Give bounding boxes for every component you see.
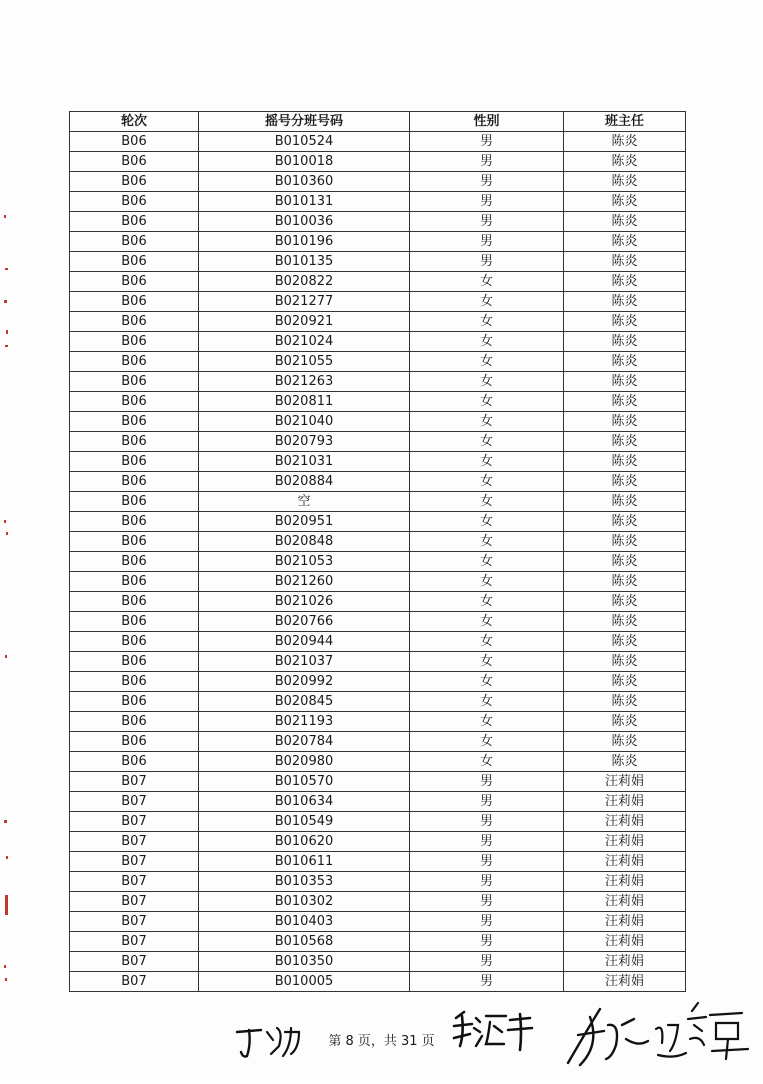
- table-row: [70, 532, 686, 552]
- cell-round: B06: [70, 692, 199, 712]
- cell-lottery-number: B021263: [199, 372, 410, 392]
- table-row: [70, 172, 686, 192]
- cell-round: B06: [70, 512, 199, 532]
- cell-lottery-number: B010549: [199, 812, 410, 832]
- table-body: [70, 132, 686, 992]
- cell-head-teacher: 陈炎: [564, 752, 686, 772]
- cell-lottery-number: B010353: [199, 872, 410, 892]
- cell-gender: 女: [410, 392, 564, 412]
- cell-round: B06: [70, 672, 199, 692]
- cell-round: B06: [70, 332, 199, 352]
- cell-head-teacher: 陈炎: [564, 372, 686, 392]
- cell-gender: 女: [410, 472, 564, 492]
- cell-round: B06: [70, 172, 199, 192]
- cell-gender: 女: [410, 592, 564, 612]
- cell-lottery-number: B010005: [199, 972, 410, 992]
- cell-round: B06: [70, 532, 199, 552]
- table-row: [70, 572, 686, 592]
- cell-head-teacher: 汪莉娟: [564, 912, 686, 932]
- cell-round: B06: [70, 212, 199, 232]
- table-row: [70, 392, 686, 412]
- table-row: [70, 472, 686, 492]
- cell-round: B07: [70, 932, 199, 952]
- cell-gender: 男: [410, 972, 564, 992]
- cell-gender: 女: [410, 432, 564, 452]
- table-row: [70, 832, 686, 852]
- cell-lottery-number: B020951: [199, 512, 410, 532]
- cell-round: B06: [70, 412, 199, 432]
- cell-lottery-number: B021024: [199, 332, 410, 352]
- cell-lottery-number: B021026: [199, 592, 410, 612]
- cell-gender: 女: [410, 712, 564, 732]
- cell-gender: 男: [410, 832, 564, 852]
- cell-head-teacher: 陈炎: [564, 432, 686, 452]
- cell-lottery-number: B010135: [199, 252, 410, 272]
- cell-gender: 男: [410, 252, 564, 272]
- cell-round: B06: [70, 432, 199, 452]
- cell-head-teacher: 陈炎: [564, 472, 686, 492]
- table-row: [70, 872, 686, 892]
- cell-head-teacher: 陈炎: [564, 132, 686, 152]
- table-row: [70, 672, 686, 692]
- cell-lottery-number: B010620: [199, 832, 410, 852]
- cell-head-teacher: 陈炎: [564, 452, 686, 472]
- cell-gender: 男: [410, 172, 564, 192]
- cell-head-teacher: 陈炎: [564, 652, 686, 672]
- cell-gender: 女: [410, 332, 564, 352]
- cell-lottery-number: B021031: [199, 452, 410, 472]
- cell-lottery-number: B021037: [199, 652, 410, 672]
- cell-gender: 男: [410, 192, 564, 212]
- cell-head-teacher: 陈炎: [564, 592, 686, 612]
- cell-round: B06: [70, 352, 199, 372]
- cell-round: B06: [70, 452, 199, 472]
- cell-gender: 男: [410, 912, 564, 932]
- table-row: [70, 252, 686, 272]
- cell-gender: 男: [410, 212, 564, 232]
- cell-head-teacher: 陈炎: [564, 212, 686, 232]
- table-row: [70, 272, 686, 292]
- cell-round: B06: [70, 372, 199, 392]
- cell-head-teacher: 陈炎: [564, 532, 686, 552]
- cell-head-teacher: 陈炎: [564, 512, 686, 532]
- cell-gender: 女: [410, 512, 564, 532]
- cell-round: B06: [70, 292, 199, 312]
- table-row: [70, 232, 686, 252]
- cell-lottery-number: B020766: [199, 612, 410, 632]
- cell-gender: 女: [410, 672, 564, 692]
- cell-gender: 男: [410, 892, 564, 912]
- cell-round: B06: [70, 232, 199, 252]
- cell-lottery-number: B010360: [199, 172, 410, 192]
- cell-gender: 女: [410, 352, 564, 372]
- table-row: [70, 292, 686, 312]
- cell-lottery-number: B020980: [199, 752, 410, 772]
- cell-lottery-number: B020848: [199, 532, 410, 552]
- cell-lottery-number: B021277: [199, 292, 410, 312]
- table-row: [70, 892, 686, 912]
- table-row: [70, 512, 686, 532]
- cell-head-teacher: 汪莉娟: [564, 852, 686, 872]
- cell-head-teacher: 陈炎: [564, 492, 686, 512]
- cell-round: B06: [70, 572, 199, 592]
- table-row: [70, 972, 686, 992]
- cell-round: B06: [70, 712, 199, 732]
- table-row: [70, 692, 686, 712]
- cell-head-teacher: 陈炎: [564, 552, 686, 572]
- cell-head-teacher: 陈炎: [564, 392, 686, 412]
- cell-round: B06: [70, 132, 199, 152]
- cell-lottery-number: 空: [199, 492, 410, 512]
- cell-head-teacher: 陈炎: [564, 632, 686, 652]
- cell-head-teacher: 汪莉娟: [564, 872, 686, 892]
- cell-round: B07: [70, 772, 199, 792]
- table-row: [70, 712, 686, 732]
- cell-head-teacher: 陈炎: [564, 232, 686, 252]
- cell-round: B06: [70, 312, 199, 332]
- header-gender: 性别: [410, 112, 564, 132]
- cell-lottery-number: B021053: [199, 552, 410, 572]
- cell-lottery-number: B021193: [199, 712, 410, 732]
- table-row: [70, 852, 686, 872]
- page-number: 第 8 页，共 31 页: [328, 1034, 435, 1049]
- cell-round: B07: [70, 972, 199, 992]
- header-head-teacher: 班主任: [564, 112, 686, 132]
- table-row: [70, 372, 686, 392]
- table-row: [70, 792, 686, 812]
- table-row: [70, 212, 686, 232]
- cell-head-teacher: 汪莉娟: [564, 812, 686, 832]
- cell-head-teacher: 陈炎: [564, 612, 686, 632]
- cell-gender: 男: [410, 132, 564, 152]
- table-header-row: [70, 112, 686, 132]
- cell-gender: 女: [410, 532, 564, 552]
- cell-head-teacher: 汪莉娟: [564, 832, 686, 852]
- cell-head-teacher: 陈炎: [564, 152, 686, 172]
- cell-round: B06: [70, 552, 199, 572]
- cell-head-teacher: 陈炎: [564, 732, 686, 752]
- table-row: [70, 732, 686, 752]
- cell-lottery-number: B010524: [199, 132, 410, 152]
- cell-gender: 男: [410, 792, 564, 812]
- cell-gender: 女: [410, 452, 564, 472]
- table-row: [70, 192, 686, 212]
- cell-gender: 男: [410, 772, 564, 792]
- cell-head-teacher: 陈炎: [564, 712, 686, 732]
- cell-lottery-number: B020845: [199, 692, 410, 712]
- cell-lottery-number: B020793: [199, 432, 410, 452]
- cell-round: B06: [70, 192, 199, 212]
- cell-round: B07: [70, 952, 199, 972]
- table-row: [70, 332, 686, 352]
- table-row: [70, 952, 686, 972]
- cell-round: B06: [70, 272, 199, 292]
- table-row: [70, 932, 686, 952]
- cell-head-teacher: 陈炎: [564, 312, 686, 332]
- cell-lottery-number: B010611: [199, 852, 410, 872]
- cell-gender: 女: [410, 572, 564, 592]
- cell-head-teacher: 汪莉娟: [564, 952, 686, 972]
- cell-head-teacher: 汪莉娟: [564, 772, 686, 792]
- table-row: [70, 352, 686, 372]
- cell-lottery-number: B010036: [199, 212, 410, 232]
- cell-round: B07: [70, 872, 199, 892]
- cell-head-teacher: 陈炎: [564, 172, 686, 192]
- cell-round: B07: [70, 812, 199, 832]
- cell-gender: 女: [410, 312, 564, 332]
- cell-lottery-number: B010196: [199, 232, 410, 252]
- cell-head-teacher: 陈炎: [564, 272, 686, 292]
- cell-round: B07: [70, 832, 199, 852]
- table-row: [70, 592, 686, 612]
- table-row: [70, 652, 686, 672]
- cell-round: B07: [70, 912, 199, 932]
- header-lottery-number: 摇号分班号码: [199, 112, 410, 132]
- cell-lottery-number: B020822: [199, 272, 410, 292]
- cell-lottery-number: B020921: [199, 312, 410, 332]
- cell-gender: 女: [410, 752, 564, 772]
- cell-gender: 男: [410, 232, 564, 252]
- table-row: [70, 452, 686, 472]
- cell-gender: 男: [410, 932, 564, 952]
- table-row: [70, 152, 686, 172]
- cell-lottery-number: B010568: [199, 932, 410, 952]
- table-row: [70, 492, 686, 512]
- cell-round: B06: [70, 752, 199, 772]
- cell-gender: 女: [410, 552, 564, 572]
- table-row: [70, 432, 686, 452]
- cell-lottery-number: B021040: [199, 412, 410, 432]
- cell-lottery-number: B010131: [199, 192, 410, 212]
- cell-head-teacher: 汪莉娟: [564, 972, 686, 992]
- cell-lottery-number: B010570: [199, 772, 410, 792]
- table-row: [70, 312, 686, 332]
- table-row: [70, 612, 686, 632]
- cell-lottery-number: B010302: [199, 892, 410, 912]
- cell-gender: 男: [410, 812, 564, 832]
- table-row: [70, 812, 686, 832]
- cell-gender: 女: [410, 612, 564, 632]
- cell-round: B06: [70, 632, 199, 652]
- cell-round: B06: [70, 652, 199, 672]
- cell-lottery-number: B020884: [199, 472, 410, 492]
- cell-round: B06: [70, 492, 199, 512]
- cell-gender: 女: [410, 412, 564, 432]
- cell-head-teacher: 陈炎: [564, 692, 686, 712]
- cell-head-teacher: 陈炎: [564, 672, 686, 692]
- cell-head-teacher: 汪莉娟: [564, 932, 686, 952]
- cell-round: B07: [70, 852, 199, 872]
- cell-head-teacher: 汪莉娟: [564, 892, 686, 912]
- cell-round: B07: [70, 792, 199, 812]
- cell-gender: 男: [410, 852, 564, 872]
- cell-lottery-number: B020784: [199, 732, 410, 752]
- signature-3: [560, 995, 755, 1070]
- cell-lottery-number: B020944: [199, 632, 410, 652]
- cell-gender: 女: [410, 272, 564, 292]
- table-row: [70, 132, 686, 152]
- cell-gender: 男: [410, 952, 564, 972]
- scan-margin-marks: [0, 0, 14, 1080]
- signature-2: [450, 1008, 535, 1053]
- cell-head-teacher: 陈炎: [564, 292, 686, 312]
- cell-gender: 男: [410, 872, 564, 892]
- cell-round: B06: [70, 732, 199, 752]
- table-row: [70, 632, 686, 652]
- cell-head-teacher: 陈炎: [564, 352, 686, 372]
- cell-head-teacher: 陈炎: [564, 412, 686, 432]
- cell-gender: 女: [410, 692, 564, 712]
- cell-gender: 女: [410, 632, 564, 652]
- cell-lottery-number: B010403: [199, 912, 410, 932]
- cell-round: B07: [70, 892, 199, 912]
- cell-lottery-number: B020811: [199, 392, 410, 412]
- header-round: 轮次: [70, 112, 199, 132]
- cell-lottery-number: B010018: [199, 152, 410, 172]
- cell-round: B06: [70, 612, 199, 632]
- cell-round: B06: [70, 472, 199, 492]
- cell-head-teacher: 汪莉娟: [564, 792, 686, 812]
- cell-head-teacher: 陈炎: [564, 252, 686, 272]
- cell-head-teacher: 陈炎: [564, 572, 686, 592]
- cell-lottery-number: B010634: [199, 792, 410, 812]
- cell-lottery-number: B021055: [199, 352, 410, 372]
- table-row: [70, 412, 686, 432]
- class-assignment-table: [69, 111, 686, 992]
- cell-round: B06: [70, 592, 199, 612]
- cell-lottery-number: B010350: [199, 952, 410, 972]
- table-row: [70, 772, 686, 792]
- cell-gender: 女: [410, 372, 564, 392]
- cell-gender: 女: [410, 732, 564, 752]
- cell-head-teacher: 陈炎: [564, 192, 686, 212]
- cell-round: B06: [70, 252, 199, 272]
- cell-round: B06: [70, 392, 199, 412]
- cell-gender: 女: [410, 292, 564, 312]
- cell-gender: 女: [410, 652, 564, 672]
- cell-head-teacher: 陈炎: [564, 332, 686, 352]
- table-row: [70, 912, 686, 932]
- cell-lottery-number: B020992: [199, 672, 410, 692]
- cell-round: B06: [70, 152, 199, 172]
- cell-gender: 男: [410, 152, 564, 172]
- cell-gender: 女: [410, 492, 564, 512]
- cell-lottery-number: B021260: [199, 572, 410, 592]
- table-row: [70, 552, 686, 572]
- table-row: [70, 752, 686, 772]
